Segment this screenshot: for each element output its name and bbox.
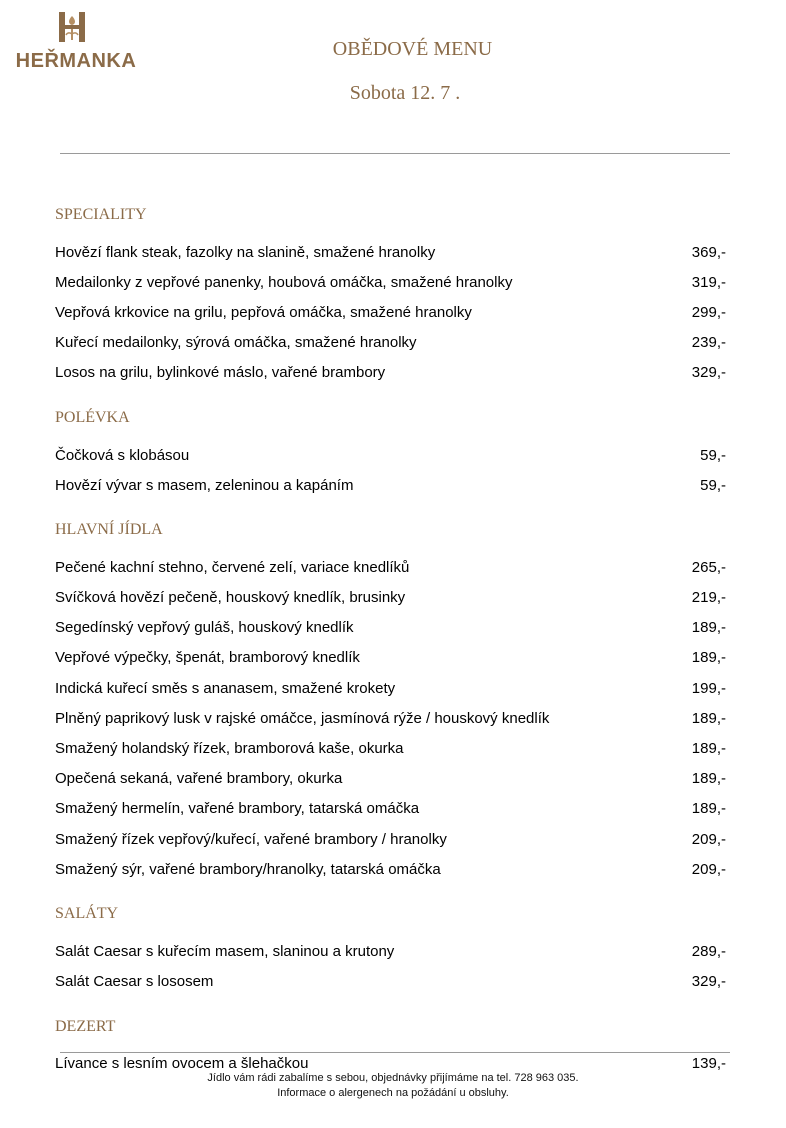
menu-item-price: 189,- (691, 709, 726, 727)
section-title: SPECIALITY (55, 206, 147, 223)
section-title: SALÁTY (55, 905, 119, 923)
menu-item-name: Vepřová krkovice na grilu, pepřová omáčka, smažené hranolky (55, 303, 472, 321)
menu-item-name: Indická kuřecí směs s ananasem, smažené krokety (55, 679, 396, 697)
menu-item (55, 613, 726, 643)
menu-item-name: Smažený holandský řízek, bramborová kaše, okurka (55, 740, 404, 758)
menu-item (55, 328, 726, 358)
menu-item (55, 703, 726, 733)
brand-logo (12, 10, 138, 74)
menu-item (55, 297, 726, 327)
menu-item-name: Losos na grilu, bylinkové máslo, vařené brambory (55, 364, 386, 382)
menu-item (55, 643, 726, 673)
menu-item-name: Smažený sýr, vařené brambory/hranolky, tatarská omáčka (55, 860, 441, 878)
menu-item-price: 189,- (691, 619, 726, 637)
menu-item-price: 59,- (700, 446, 726, 464)
brand-name: HEŘMANKA (15, 50, 137, 72)
page-title: OBĚDOVÉ MENU (332, 38, 493, 60)
menu-section (55, 520, 726, 884)
top-divider (60, 153, 730, 154)
menu-section (55, 1017, 726, 1079)
menu-item-price: 289,- (691, 942, 726, 960)
menu-item-name: Svíčková hovězí pečeně, houskový knedlík, brusinky (55, 589, 406, 607)
menu-list (55, 205, 726, 1079)
menu-section (55, 408, 726, 500)
menu-item-name: Hovězí flank steak, fazolky na slanině, smažené hranolky (55, 243, 436, 261)
menu-item (55, 854, 726, 884)
menu-item-price: 189,- (691, 770, 726, 788)
menu-item (55, 673, 726, 703)
menu-item-price: 219,- (691, 589, 726, 607)
menu-item (55, 440, 726, 470)
menu-item (55, 358, 726, 388)
bottom-divider (60, 1052, 730, 1053)
menu-item-name: Kuřecí medailonky, sýrová omáčka, smažené hranolky (55, 334, 417, 352)
section-title: HLAVNÍ JÍDLA (55, 521, 163, 539)
menu-item (55, 267, 726, 297)
menu-item-price: 329,- (691, 364, 726, 382)
menu-section (55, 205, 726, 388)
menu-item-price: 199,- (691, 679, 726, 697)
menu-item-price: 189,- (691, 740, 726, 758)
menu-date: Sobota 12. 7 . (349, 82, 461, 104)
menu-item-name: Vepřové výpečky, špenát, bramborový knedlík (55, 649, 360, 667)
menu-item (55, 936, 726, 966)
menu-item (55, 237, 726, 267)
menu-item-name: Salát Caesar s kuřecím masem, slaninou a krutony (55, 942, 395, 960)
menu-item (55, 794, 726, 824)
menu-item-name: Medailonky z vepřové panenky, houbová omáčka, smažené hranolky (55, 273, 513, 291)
menu-item (55, 824, 726, 854)
menu-item-name: Pečené kachní stehno, červené zelí, variace knedlíků (55, 558, 410, 576)
menu-item (55, 470, 726, 500)
menu-item-name: Opečená sekaná, vařené brambory, okurka (55, 770, 343, 788)
menu-item-name: Segedínský vepřový guláš, houskový knedlík (55, 619, 354, 637)
menu-item-price: 209,- (691, 860, 726, 878)
menu-item-price: 299,- (691, 303, 726, 321)
footer-line-takeaway: Jídlo vám rádi zabalíme s sebou, objednávky přijímáme na tel. 728 963 035. (207, 1072, 579, 1084)
menu-item-price: 59,- (700, 476, 726, 494)
menu-item (55, 764, 726, 794)
herb-monogram-icon (57, 10, 87, 44)
menu-item (55, 583, 726, 613)
menu-item-name: Hovězí vývar s masem, zeleninou a kapáním (55, 476, 354, 494)
footer-note (0, 1071, 786, 1101)
menu-item-price: 209,- (691, 830, 726, 848)
menu-item-name: Smažený hermelín, vařené brambory, tatarská omáčka (55, 800, 420, 818)
menu-item-name: Čočková s klobásou (55, 446, 190, 464)
menu-item (55, 967, 726, 997)
menu-section (55, 904, 726, 996)
footer-line-allergens: Informace o alergenech na požádání u obsluhy. (277, 1087, 509, 1099)
menu-item-price: 369,- (691, 243, 726, 261)
menu-item-name: Salát Caesar s lososem (55, 973, 214, 991)
menu-item-name: Plněný paprikový lusk v rajské omáčce, jasmínová rýže / houskový knedlík (55, 709, 550, 727)
menu-item-name: Smažený řízek vepřový/kuřecí, vařené brambory / hranolky (55, 830, 447, 848)
section-title: POLÉVKA (55, 408, 130, 426)
menu-item-price: 319,- (691, 273, 726, 291)
menu-item-price: 329,- (691, 973, 726, 991)
menu-item (55, 733, 726, 763)
menu-item-price: 239,- (691, 334, 726, 352)
menu-item-price: 189,- (691, 800, 726, 818)
menu-item-name: Lívance s lesním ovocem a šlehačkou (55, 1055, 309, 1073)
section-title: DEZERT (55, 1017, 116, 1035)
menu-item-price: 265,- (691, 558, 726, 576)
menu-item-price: 139,- (691, 1055, 726, 1073)
menu-item-price: 189,- (691, 649, 726, 667)
menu-item (55, 552, 726, 582)
